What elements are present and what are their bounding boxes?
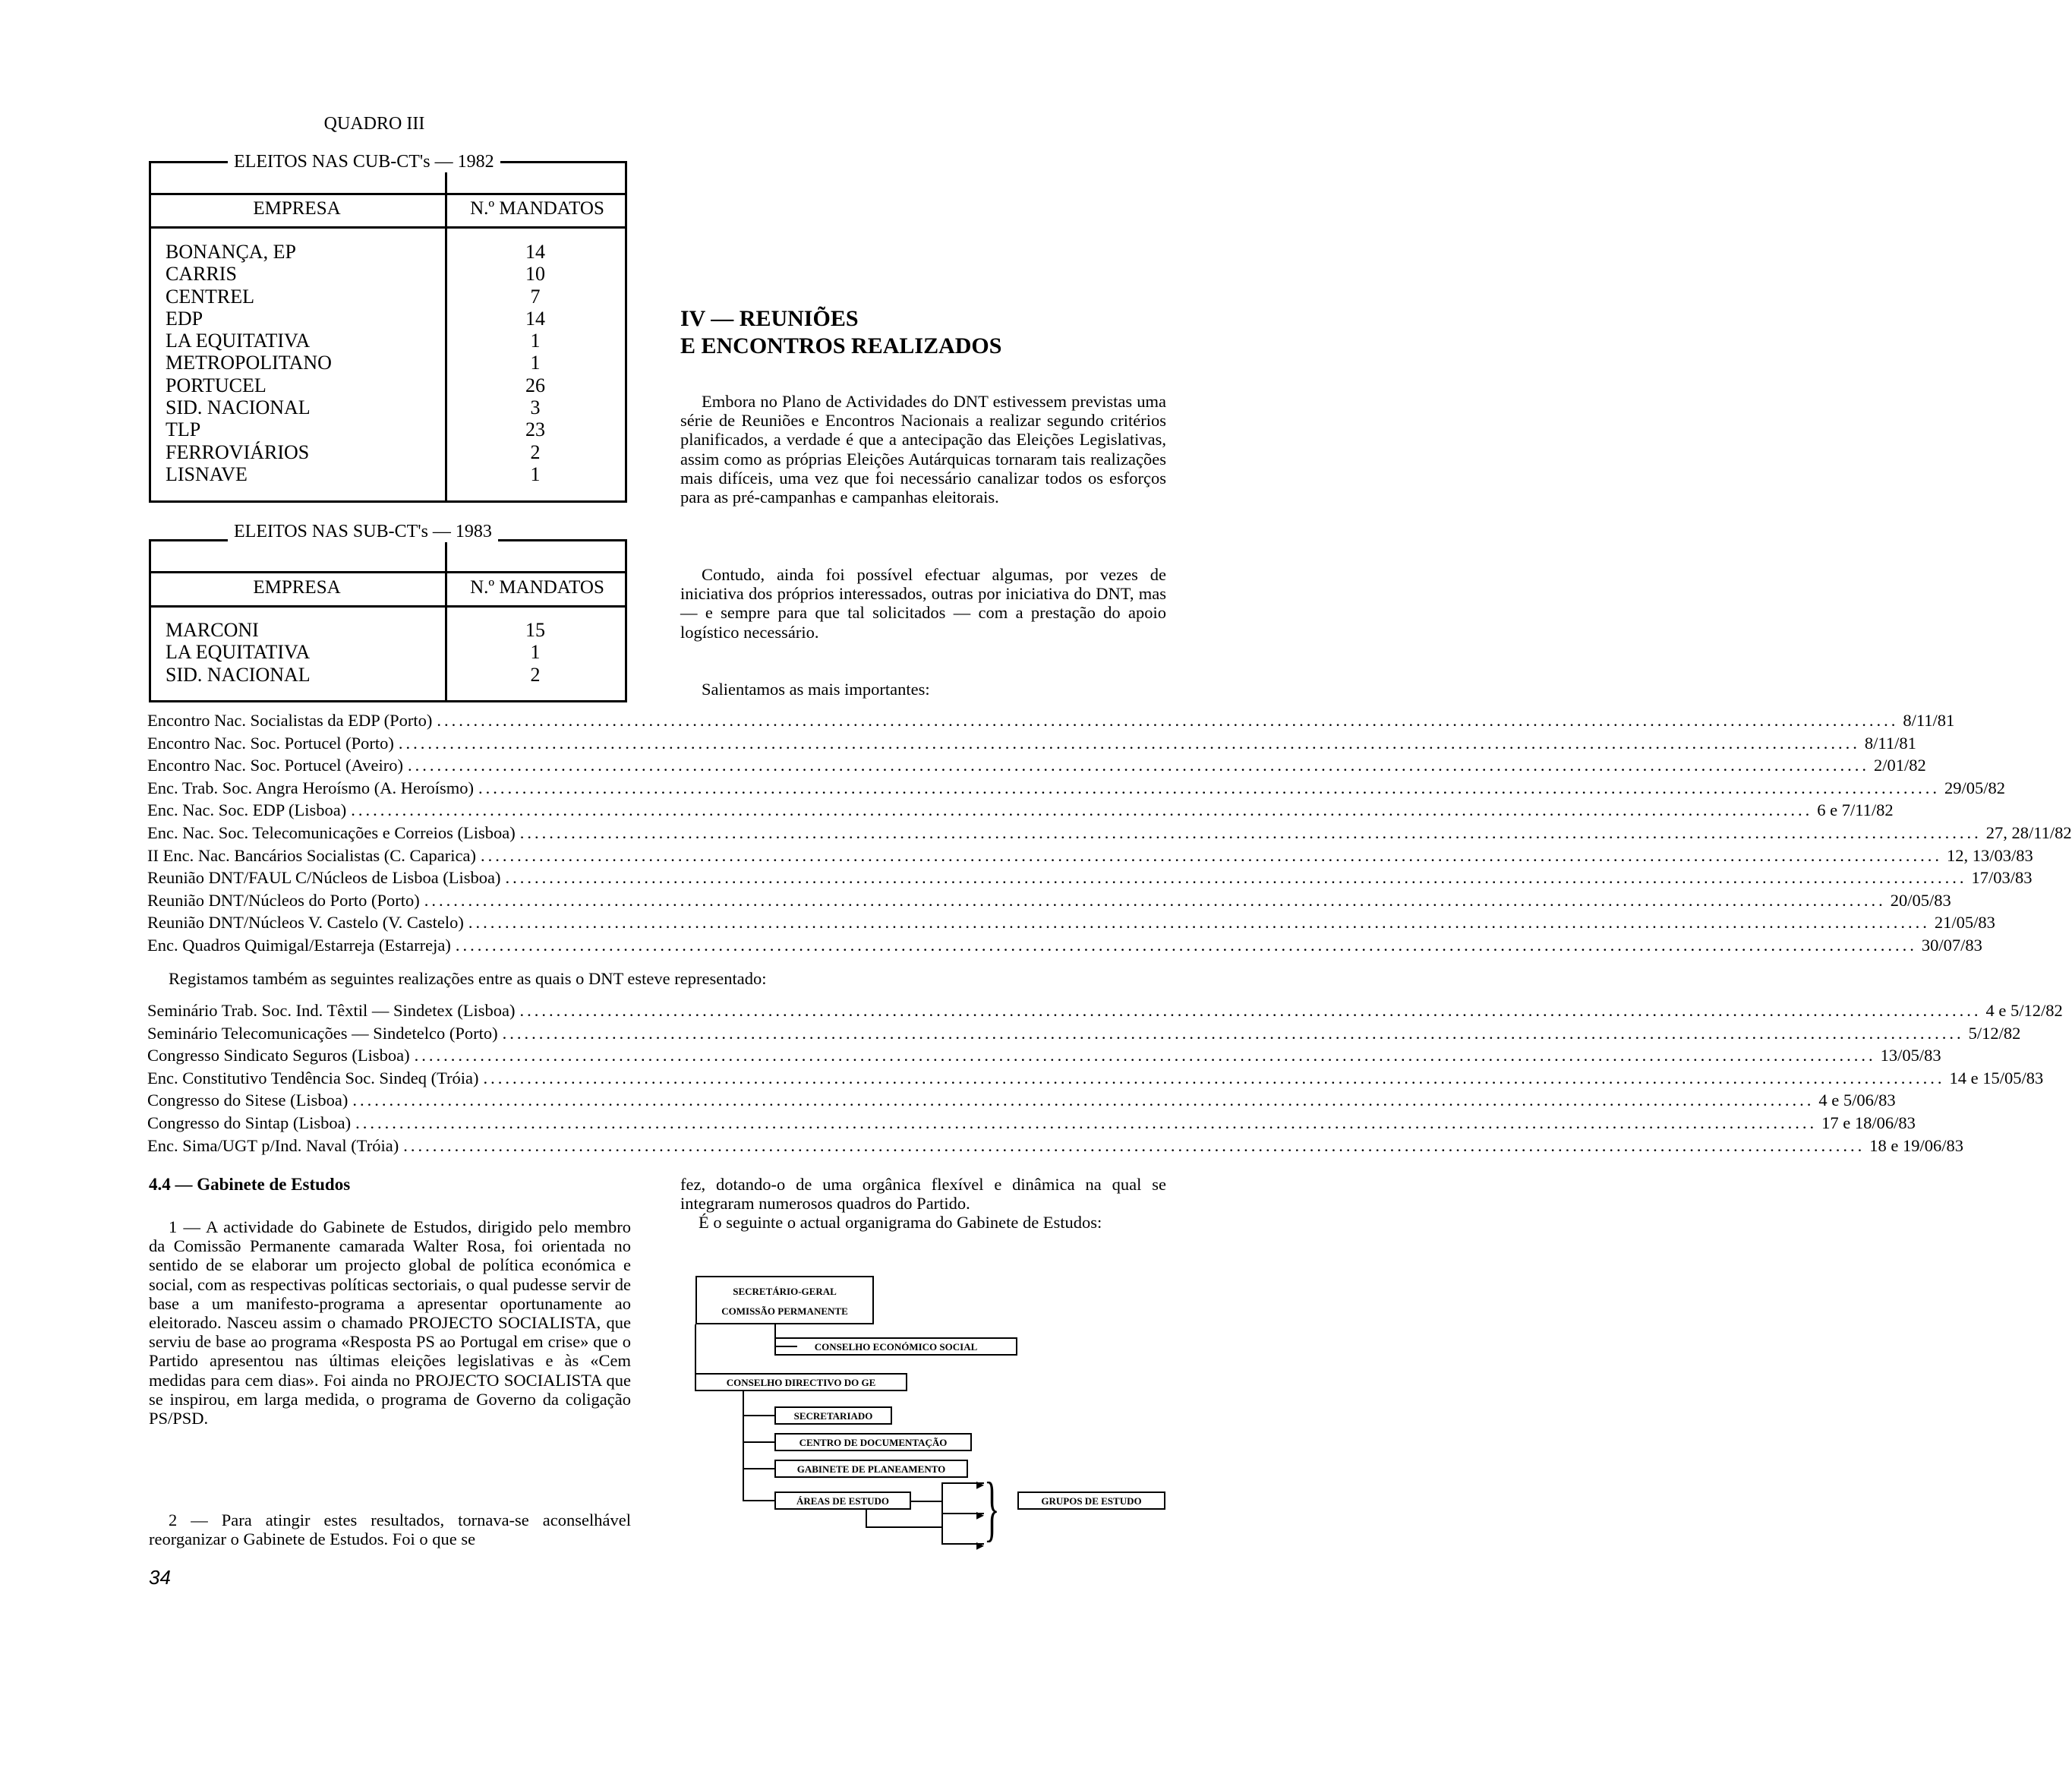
table-cell-empresa: EDP bbox=[166, 307, 203, 330]
section-iv-title-line2: E ENCONTROS REALIZADOS bbox=[680, 333, 1002, 358]
org-areas: ÁREAS DE ESTUDO bbox=[774, 1491, 911, 1510]
entry-date: 2/01/82 bbox=[1873, 756, 1926, 775]
list-item bbox=[147, 1091, 1896, 1113]
table-cell-mandatos: 14 bbox=[525, 307, 545, 330]
org-grupos: GRUPOS DE ESTUDO bbox=[1017, 1491, 1165, 1510]
leader-dots: ........................................................................................................................................................................................................ bbox=[351, 800, 1813, 820]
table-1982-header-mandatos: N.º MANDATOS bbox=[470, 198, 604, 219]
leader-dots: ........................................................................................................................................................................................................ bbox=[455, 936, 1917, 955]
leader-dots: ........................................................................................................................................................................................................ bbox=[355, 1113, 1818, 1132]
entry-date: 4 e 5/06/83 bbox=[1818, 1091, 1896, 1110]
entry-label: Reunião DNT/Núcleos V. Castelo (V. Castelo) bbox=[147, 913, 464, 933]
org-sec-geral-box bbox=[695, 1276, 874, 1324]
section-44-para2: 2 — Para atingir estes resultados, tornava-se aconselhável reorganizar o Gabinete de Estudos. Foi o que se bbox=[149, 1510, 631, 1549]
entry-label: Enc. Constitutivo Tendência Soc. Sindeq (Tróia) bbox=[147, 1068, 479, 1087]
entry-date: 30/07/83 bbox=[1921, 936, 1982, 955]
leader-dots: ........................................................................................................................................................................................................ bbox=[502, 1023, 1964, 1043]
table-cell-empresa: LA EQUITATIVA bbox=[166, 330, 311, 352]
org-arrow-icon: ▸ bbox=[976, 1476, 985, 1493]
list-item bbox=[147, 1001, 2063, 1023]
list-item bbox=[147, 868, 2033, 890]
entry-label: Congresso do Sintap (Lisboa) bbox=[147, 1113, 352, 1132]
entry-label: Enc. Nac. Soc. Telecomunicações e Correios (Lisboa) bbox=[147, 823, 516, 842]
entry-label: Enc. Trab. Soc. Angra Heroísmo (A. Heroísmo) bbox=[147, 778, 474, 797]
entry-label: II Enc. Nac. Bancários Socialistas (C. Caparica) bbox=[147, 845, 476, 865]
table-1983-empresa-column bbox=[166, 619, 311, 686]
list-item bbox=[147, 1023, 2021, 1046]
leader-dots: ........................................................................................................................................................................................................ bbox=[480, 845, 1942, 865]
org-conselho-eco: CONSELHO ECONÓMICO SOCIAL bbox=[774, 1337, 1017, 1356]
leader-dots: ........................................................................................................................................................................................................ bbox=[505, 868, 1967, 888]
leader-dots: ........................................................................................................................................................................................................ bbox=[519, 1001, 1982, 1020]
list-item bbox=[147, 936, 1982, 958]
table-1983-mandatos-column bbox=[501, 619, 569, 686]
table-cell-mandatos: 26 bbox=[525, 374, 545, 396]
table-cell-empresa: SID. NACIONAL bbox=[166, 663, 311, 686]
org-sec-geral: SECRETÁRIO-GERAL bbox=[733, 1286, 837, 1297]
list-item bbox=[147, 756, 1926, 778]
table-cell-mandatos: 1 bbox=[530, 352, 541, 374]
table-cell-empresa: BONANÇA, EP bbox=[166, 241, 296, 263]
leader-dots: ........................................................................................................................................................................................................ bbox=[483, 1068, 1945, 1087]
org-arrow-icon: ▸ bbox=[976, 1537, 985, 1554]
list-item bbox=[147, 890, 1951, 913]
list-item bbox=[147, 778, 2005, 800]
section-iv-para2: Contudo, ainda foi possível efectuar algumas, por vezes de iniciativa dos próprios interessados, outras por iniciativa do DNT, mas — e sempre para que tal solicitados — com a prestação do apoio logístico necessário. bbox=[680, 565, 1166, 642]
entry-label: Congresso Sindicato Seguros (Lisboa) bbox=[147, 1046, 410, 1065]
table-cell-mandatos: 15 bbox=[525, 619, 545, 641]
registamos-text: Registamos também as seguintes realizações entre as quais o DNT esteve representado: bbox=[169, 969, 767, 988]
org-com-perm: COMISSÃO PERMANENTE bbox=[721, 1305, 848, 1317]
table-cell-empresa: LISNAVE bbox=[166, 462, 248, 485]
entry-label: Congresso do Sitese (Lisboa) bbox=[147, 1091, 348, 1110]
entry-label: Enc. Quadros Quimigal/Estarreja (Estarreja) bbox=[147, 936, 451, 955]
org-brace-icon: } bbox=[984, 1467, 1000, 1548]
table-cell-mandatos: 1 bbox=[530, 330, 541, 352]
table-cell-mandatos: 2 bbox=[530, 663, 541, 686]
entry-date: 8/11/81 bbox=[1903, 711, 1955, 730]
quadro-title: QUADRO III bbox=[323, 114, 425, 134]
page-number: 34 bbox=[149, 1566, 171, 1589]
table-cell-empresa: MARCONI bbox=[166, 619, 259, 641]
section-iv-title-line1: IV — REUNIÕES bbox=[680, 306, 859, 331]
org-conselho-dir: CONSELHO DIRECTIVO DO GE bbox=[695, 1373, 907, 1391]
list-item bbox=[147, 1113, 1916, 1135]
section-44-para3: fez, dotando-o de uma orgânica flexível e dinâmica na qual se integraram numerosos quadros do Partido. bbox=[680, 1175, 1166, 1214]
table-1983-caption: ELEITOS NAS SUB-CT's — 1983 bbox=[228, 522, 498, 542]
table-1982-mandatos-column bbox=[501, 241, 569, 485]
entry-date: 8/11/81 bbox=[1864, 733, 1916, 753]
section-44-title: 4.4 — Gabinete de Estudos bbox=[149, 1175, 351, 1194]
entry-date: 17 e 18/06/83 bbox=[1821, 1113, 1916, 1132]
entry-label: Reunião DNT/Núcleos do Porto (Porto) bbox=[147, 890, 420, 910]
entry-date: 13/05/83 bbox=[1880, 1046, 1941, 1065]
leader-dots: ........................................................................................................................................................................................................ bbox=[519, 823, 1982, 842]
entry-date: 29/05/82 bbox=[1944, 778, 2005, 797]
org-centro-doc: CENTRO DE DOCUMENTAÇÃO bbox=[774, 1433, 972, 1451]
entry-label: Encontro Nac. Soc. Portucel (Aveiro) bbox=[147, 756, 403, 775]
list-item bbox=[147, 1046, 1941, 1068]
section-44-para1: 1 — A actividade do Gabinete de Estudos, dirigido pelo membro da Comissão Permanente camarada Walter Rosa, foi orientada no sentido de se elaborar um projecto global de política económica e social, com as respectivas políticas sectoriais, o qual pudesse servir de base a um manifesto-programa a apresentar oportunamente ao eleitorado. Nasceu assim o chamado PROJECTO SOCIALISTA, que serviu de base ao programa «Resposta PS ao Portugal em crise» que o Partido apresentou nas últimas eleições legislativas e às «Cem medidas para cem dias». Foi ainda no PROJECTO SOCIALISTA que se inspirou, em larga medida, o programa de Governo da coligação PS/PSD. bbox=[149, 1217, 631, 1428]
table-cell-empresa: CENTREL bbox=[166, 285, 254, 308]
table-cell-mandatos: 23 bbox=[525, 418, 545, 441]
list-item bbox=[147, 1135, 1963, 1158]
leader-dots: ........................................................................................................................................................................................................ bbox=[437, 711, 1899, 730]
entry-date: 17/03/83 bbox=[1971, 868, 2033, 888]
list-item bbox=[147, 823, 2072, 845]
leader-dots: ........................................................................................................................................................................................................ bbox=[424, 890, 1886, 910]
table-cell-empresa: PORTUCEL bbox=[166, 374, 266, 396]
table-cell-mandatos: 7 bbox=[530, 285, 541, 308]
entry-date: 4 e 5/12/82 bbox=[1985, 1001, 2063, 1020]
leader-dots: ........................................................................................................................................................................................................ bbox=[478, 778, 1940, 797]
org-gab-plan: GABINETE DE PLANEAMENTO bbox=[774, 1460, 968, 1478]
table-cell-empresa: SID. NACIONAL bbox=[166, 396, 311, 419]
table-1983-header-mandatos: N.º MANDATOS bbox=[470, 577, 604, 598]
list-item bbox=[147, 845, 2033, 868]
entry-date: 14 e 15/05/83 bbox=[1949, 1068, 2044, 1087]
leader-dots: ........................................................................................................................................................................................................ bbox=[403, 1135, 1865, 1155]
entry-label: Enc. Nac. Soc. EDP (Lisboa) bbox=[147, 800, 347, 820]
entry-date: 12, 13/03/83 bbox=[1946, 845, 2033, 865]
section-44-para4: É o seguinte o actual organigrama do Gabinete de Estudos: bbox=[699, 1213, 1102, 1232]
entry-date: 21/05/83 bbox=[1934, 913, 1995, 933]
entry-date: 6 e 7/11/82 bbox=[1817, 800, 1894, 820]
list-item bbox=[147, 1068, 2044, 1091]
entry-label: Enc. Sima/UGT p/Ind. Naval (Tróia) bbox=[147, 1135, 399, 1155]
table-1982-header-empresa: EMPRESA bbox=[253, 198, 341, 219]
section-iv-title bbox=[680, 305, 1166, 360]
org-secretariado: SECRETARIADO bbox=[774, 1406, 892, 1425]
table-cell-mandatos: 14 bbox=[525, 241, 545, 263]
entry-label: Encontro Nac. Soc. Portucel (Porto) bbox=[147, 733, 394, 753]
table-cell-mandatos: 3 bbox=[530, 396, 541, 419]
table-1982-caption: ELEITOS NAS CUB-CT's — 1982 bbox=[228, 152, 500, 172]
entry-label: Encontro Nac. Socialistas da EDP (Porto) bbox=[147, 711, 433, 730]
table-cell-empresa: CARRIS bbox=[166, 263, 237, 286]
entry-label: Reunião DNT/FAUL C/Núcleos de Lisboa (Lisboa) bbox=[147, 868, 501, 888]
table-cell-empresa: METROPOLITANO bbox=[166, 352, 332, 374]
entry-label: Seminário Trab. Soc. Ind. Têxtil — Sindetex (Lisboa) bbox=[147, 1001, 516, 1020]
table-cell-empresa: FERROVIÁRIOS bbox=[166, 440, 310, 463]
table-cell-mandatos: 10 bbox=[525, 263, 545, 286]
section-iv-para1: Embora no Plano de Actividades do DNT estivessem previstas uma série de Reuniões e Encontros Nacionais a realizar segundo critérios planificados, a verdade é que a antecipação das Eleições Legislativas, assim como as próprias Eleições Autárquicas tornaram tais realizações mais difíceis, uma vez que foi necessário canalizar todos os esforços para as pré-campanhas e campanhas eleitorais. bbox=[680, 392, 1166, 507]
table-cell-mandatos: 2 bbox=[530, 440, 541, 463]
list-item bbox=[147, 733, 1916, 756]
leader-dots: ........................................................................................................................................................................................................ bbox=[352, 1091, 1815, 1110]
entry-date: 27, 28/11/82 bbox=[1985, 823, 2072, 842]
entry-date: 20/05/83 bbox=[1890, 890, 1951, 910]
org-arrow-icon: ▸ bbox=[976, 1507, 985, 1523]
table-1983-header-empresa: EMPRESA bbox=[253, 577, 341, 598]
list-item bbox=[147, 800, 1894, 822]
entry-date: 18 e 19/06/83 bbox=[1869, 1135, 1963, 1155]
leader-dots: ........................................................................................................................................................................................................ bbox=[468, 913, 1930, 933]
entry-date: 5/12/82 bbox=[1968, 1023, 2021, 1043]
table-cell-empresa: TLP bbox=[166, 418, 201, 441]
table-cell-mandatos: 1 bbox=[530, 462, 541, 485]
leader-dots: ........................................................................................................................................................................................................ bbox=[398, 733, 1860, 753]
section-iv-para3: Salientamos as mais importantes: bbox=[702, 680, 930, 699]
table-1982-empresa-column bbox=[166, 241, 332, 485]
list-item bbox=[147, 711, 1955, 733]
entry-label: Seminário Telecomunicações — Sindetelco (Porto) bbox=[147, 1023, 498, 1043]
list-item bbox=[147, 913, 1995, 935]
table-cell-empresa: LA EQUITATIVA bbox=[166, 641, 311, 664]
leader-dots: ........................................................................................................................................................................................................ bbox=[407, 756, 1869, 775]
table-cell-mandatos: 1 bbox=[530, 641, 541, 664]
leader-dots: ........................................................................................................................................................................................................ bbox=[414, 1046, 1876, 1065]
